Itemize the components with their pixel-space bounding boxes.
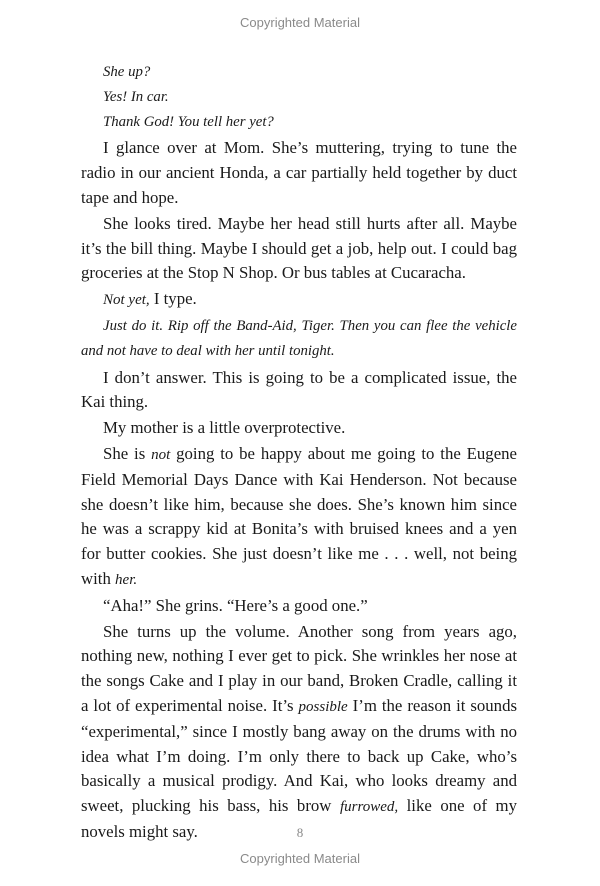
emphasis: furrowed, [339,799,399,816]
watermark-top: Copyrighted Material [240,15,360,30]
paragraph: She looks tired. Maybe her head still hurts after all. Maybe it’s the bill thing. Maybe I should get a job, help out. I could bag groceries at the Stop N Shop. Or bus tables at Cucaracha. [81,213,517,283]
paragraph-text: like one of my novels might say. [81,796,517,841]
paragraph: My mother is a little overprotective. [103,418,346,438]
emphasis: Not yet, [103,292,150,309]
paragraph [81,620,517,845]
paragraph-text: She turns up the volume. Another song from years ago, nothing new, nothing I ever get to pick. She wrinkles her nose at the songs Cake and I play in our band, Broken Cradle, calling it a lot of experimental noise. It’s [81,621,517,715]
emphasis: not [151,446,171,463]
paragraph-text: I’m the reason it sounds “experimental,” since I mostly bang away on the drums with no idea what I’m doing. I’m only there to back up Cake, who’s basically a musical prodigy. And Kai, who looks dreamy and sweet, plucking his bass, his brow [81,695,517,816]
text-message: Thank God! You tell her yet? [103,113,274,130]
paragraph-text: She is [103,443,152,463]
emphasis: her. [115,571,138,588]
emphasis: possible [298,698,348,715]
paragraph [81,287,517,313]
text-message: Just do it. Rip off the Band-Aid, Tiger. Then you can flee the vehicle and not have to deal with her until tonight. [81,317,517,359]
paragraph: “Aha!” She grins. “Here’s a good one.” [103,595,368,615]
text-message: She up? [103,64,151,80]
paragraph [81,442,517,593]
watermark-bottom: Copyrighted Material [240,851,360,866]
page-number: 8 [296,825,304,840]
page-body [81,60,517,845]
text-message: Yes! In car. [103,88,169,105]
paragraph: I don’t answer. This is going to be a complicated issue, the Kai thing. [81,367,517,412]
paragraph-text: going to be happy about me going to the Eugene Field Memorial Days Dance with Kai Henderson. Not because she doesn’t like him, because she does. She’s known him since he was a scrappy kid at Bonita’s with bruised knees and a yen for butter cookies. She just doesn’t like me . . . well, not being with [81,443,517,588]
paragraph-text: I type. [149,289,197,309]
paragraph: I glance over at Mom. She’s muttering, trying to tune the radio in our ancient Honda, a car partially held together by duct tape and hope. [81,138,517,207]
